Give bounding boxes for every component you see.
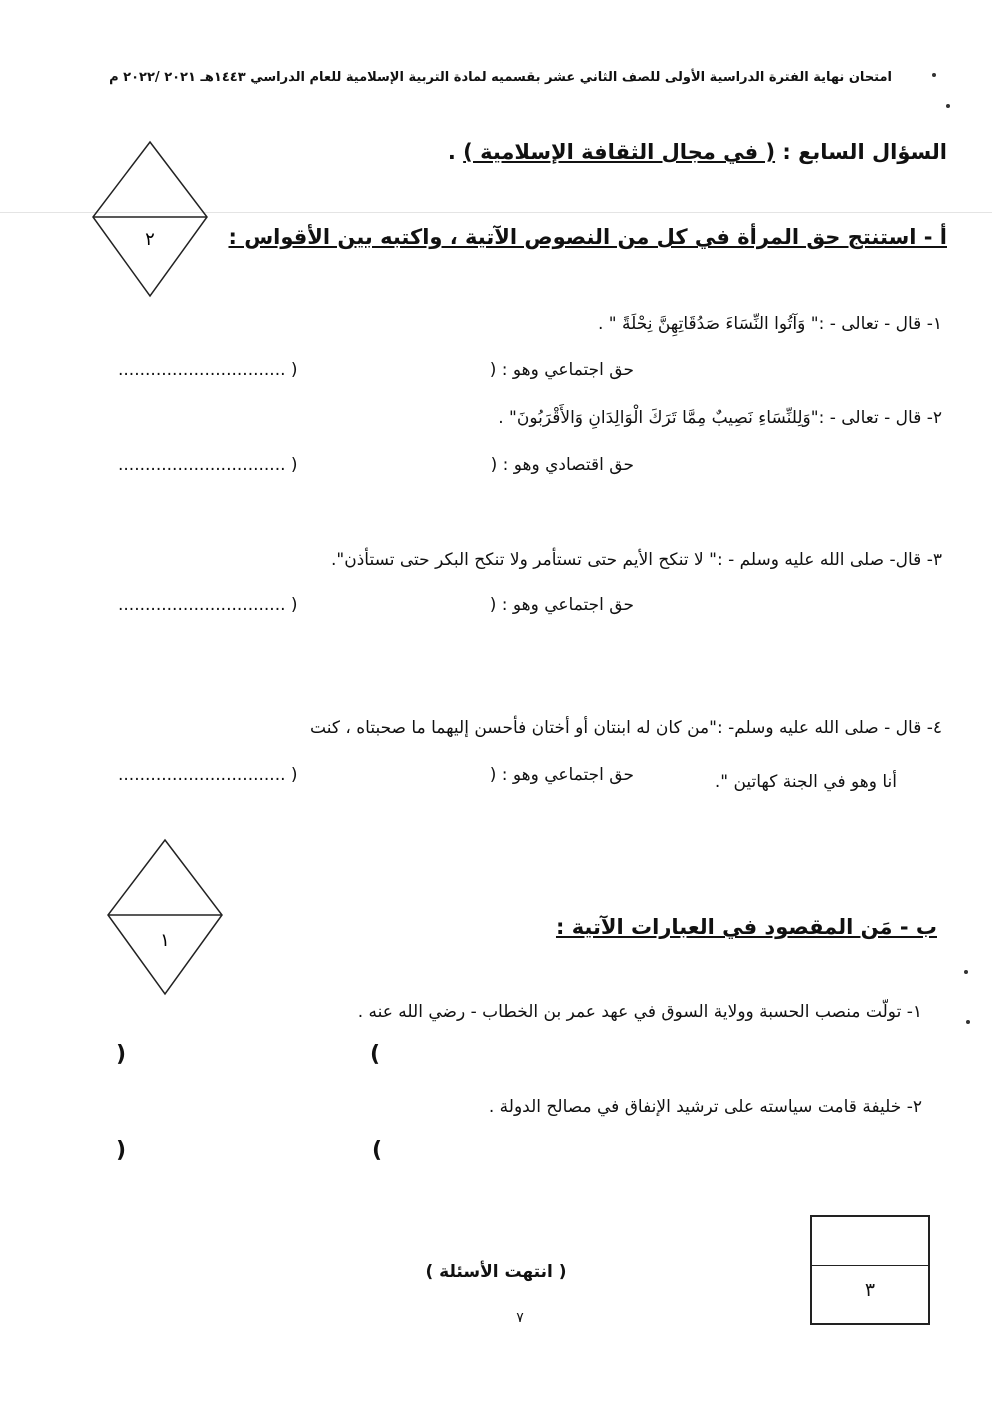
section-a-item-4-cont: أنا وهو في الجنة كهاتين ". <box>714 772 897 792</box>
answer-hint-2: حق اقتصادي وهو : ( <box>490 455 634 475</box>
section-b-item-2: ٢- خليفة قامت سياسته على ترشيد الإنفاق في مصالح الدولة . <box>488 1097 922 1117</box>
total-score-box <box>810 1215 930 1325</box>
score-diamond-b <box>105 838 225 998</box>
answer-paren-close-2[interactable]: ) <box>116 1138 127 1163</box>
margin-dot <box>964 970 968 974</box>
margin-dot <box>966 1020 970 1024</box>
margin-dot <box>932 73 936 77</box>
section-a-title: أ - استنتج حق المرأة في كل من النصوص الآتية ، واكتبه بين الأقواس : <box>228 225 947 249</box>
section-b-item-1: ١- تولّت منصب الحسبة وولاية السوق في عهد عمر بن الخطاب - رضي الله عنه . <box>357 1002 922 1022</box>
section-a-item-1: ١- قال - تعالى - :" وَآتُوا النِّسَاءَ صَدُقَاتِهِنَّ نِحْلَةً " . <box>597 314 942 334</box>
score-a-value: ٢ <box>145 229 155 250</box>
score-divider <box>812 1265 928 1266</box>
end-of-questions: ( انتهت الأسئلة ) <box>425 1262 567 1282</box>
answer-hint-1: حق اجتماعي وهو : ( <box>489 360 634 380</box>
question-heading: السؤال السابع : ( في مجال الثقافة الإسلامية ) . <box>447 140 947 164</box>
answer-hint-3: حق اجتماعي وهو : ( <box>489 595 634 615</box>
section-a-item-2: ٢- قال - تعالى - :"وَلِلنِّسَاءِ نَصِيبٌ مِمَّا تَرَكَ الْوَالِدَانِ وَالأَقْرَبُونَ" . <box>498 408 942 428</box>
answer-paren-open-2[interactable]: ( <box>372 1138 383 1163</box>
score-diamond-a <box>90 140 210 300</box>
section-a-item-3: ٣- قال- صلى الله عليه وسلم - :" لا تنكح الأيم حتى تستأمر ولا تنكح البكر حتى تستأذن". <box>330 550 942 570</box>
answer-paren-close-1[interactable]: ) <box>116 1042 127 1067</box>
answer-blank-3[interactable]: ............................... ) <box>118 595 298 615</box>
answer-blank-2[interactable]: ............................... ) <box>118 455 298 475</box>
section-a-item-4: ٤- قال - صلى الله عليه وسلم- :"من كان له ابنتان أو أختان فأحسن إليهما ما صحبتاه ، كنت <box>310 718 942 738</box>
question-label: السؤال السابع : <box>782 140 947 164</box>
answer-blank-1[interactable]: ............................... ) <box>118 360 298 380</box>
margin-dot <box>946 104 950 108</box>
answer-paren-open-1[interactable]: ( <box>370 1042 381 1067</box>
score-b-value: ١ <box>160 930 170 951</box>
exam-header: امتحان نهاية الفترة الدراسية الأولى للصف الثاني عشر بقسميه لمادة التربية الإسلامية للعام الدراسي ١٤٤٣هـ ٢٠٢١ /٢٠٢٢ م <box>109 70 892 85</box>
page-number: ٧ <box>516 1310 524 1326</box>
section-b-title: ب - مَن المقصود في العبارات الآتية : <box>555 915 937 939</box>
question-topic: ( في مجال الثقافة الإسلامية ) <box>463 140 776 164</box>
answer-blank-4[interactable]: ............................... ) <box>118 765 298 785</box>
total-score-value: ٣ <box>864 1279 876 1301</box>
answer-hint-4: حق اجتماعي وهو : ( <box>489 765 634 785</box>
